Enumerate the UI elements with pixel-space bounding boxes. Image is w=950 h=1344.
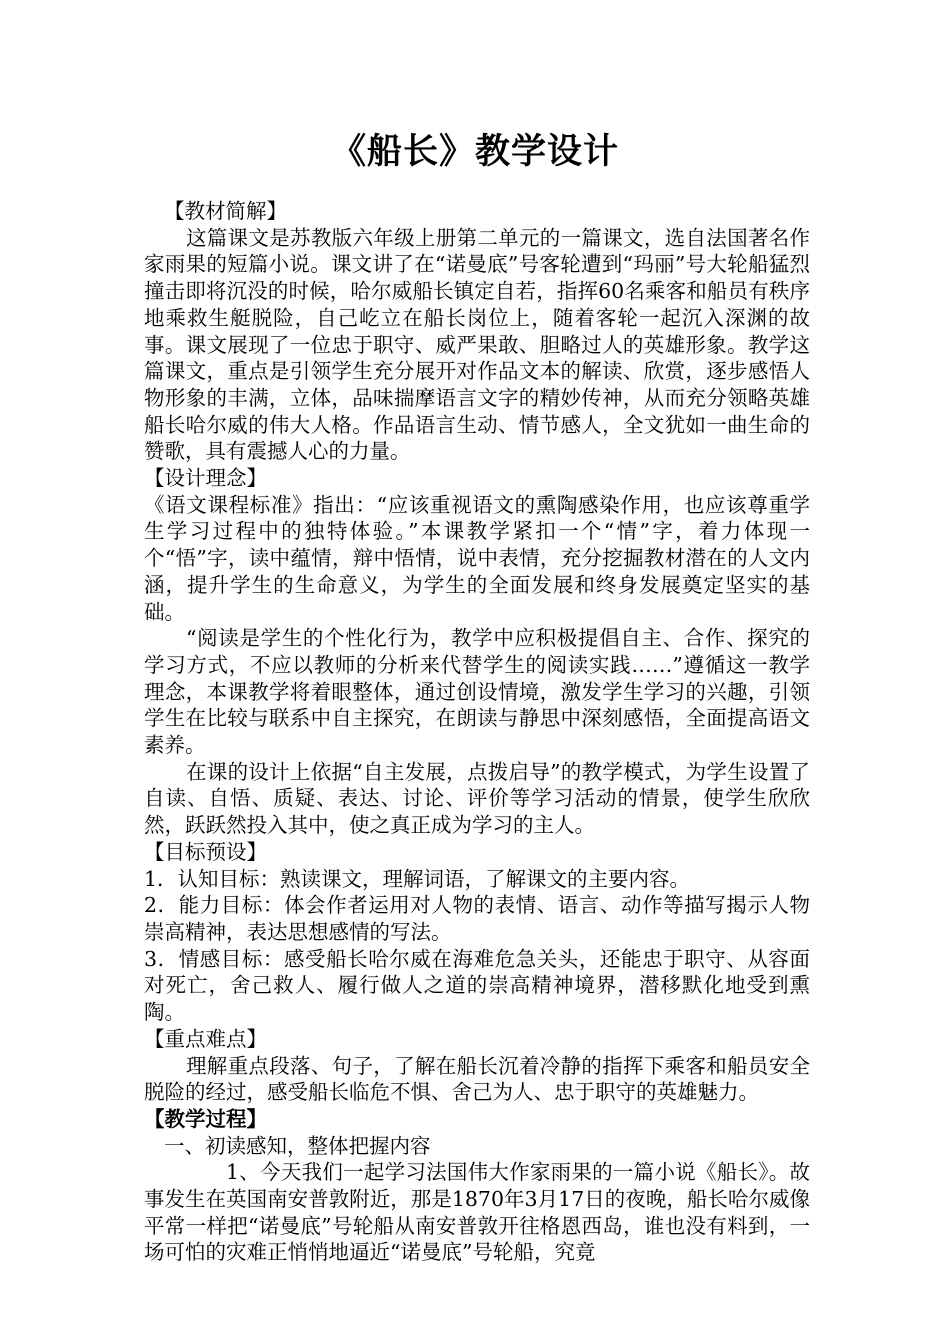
paragraph-key: 理解重点段落、句子，了解在船长沉着冷静的指挥下乘客和船员安全脱险的经过，感受船长临危不惧、舍己为人、忠于职守的英雄魅力。 [144, 1053, 810, 1105]
paragraph-concept-3: 在课的设计上依据“自主发展，点拨启导”的教学模式，为学生设置了自读、自悟、质疑、表达、讨论、评价等学习活动的情景，使学生欣欣然，跃跃然投入其中，使之真正成为学习的主人。 [144, 759, 810, 838]
paragraph-process-1: 1、今天我们一起学习法国伟大作家雨果的一篇小说《船长》。故事发生在英国南安普敦附近，那是1870年3月17日的夜晚，船长哈尔威像平常一样把“诺曼底”号轮船从南安普敦开往格恩西岛，谁也没有料到，一场可怕的灾难正悄悄地逼近“诺曼底”号轮船，究竟 [144, 1160, 810, 1265]
goal-item-1: 1．认知目标：熟读课文，理解词语，了解课文的主要内容。 [144, 866, 691, 891]
goal-item-2: 2．能力目标：体会作者运用对人物的表情、语言、动作等描写揭示人物崇高精神，表达思想感情的写法。 [144, 893, 810, 944]
section-heading-concept: 【设计理念】 [144, 466, 267, 491]
paragraph-concept-2: “阅读是学生的个性化行为，教学中应积极提倡自主、合作、探究的学习方式，不应以教师的分析来代替学生的阅读实践……”遵循这一教学理念，本课教学将着眼整体，通过创设情境，激发学生学习的兴趣，引领学生在比较与联系中自主探究，在朗读与静思中深刻感悟，全面提高语文素养。 [144, 626, 810, 758]
document-body [144, 198, 810, 1266]
process-step-heading: 一、初读感知，整体把握内容 [164, 1133, 431, 1158]
paragraph-material: 这篇课文是苏教版六年级上册第二单元的一篇课文，选自法国著名作家雨果的短篇小说。课文讲了在“诺曼底”号客轮遭到“玛丽”号大轮船猛烈撞击即将沉没的时候，哈尔威船长镇定自若，指挥60名乘客和船员有秩序地乘救生艇脱险，自己屹立在船长岗位上，随着客轮一起沉入深渊的故事。课文展现了一位忠于职守、威严果敢、胆略过人的英雄形象。教学这篇课文，重点是引领学生充分展开对作品文本的解读、欣赏，逐步感悟人物形象的丰满，立体，品味揣摩语言文字的精妙传神，从而充分领略英雄船长哈尔威的伟大人格。作品语言生动、情节感人，全文犹如一曲生命的赞歌，具有震撼人心的力量。 [144, 225, 810, 464]
goal-item-3: 3．情感目标：感受船长哈尔威在海难危急关头，还能忠于职守、从容面对死亡，舍己救人、履行做人之道的崇高精神境界，潜移默化地受到熏陶。 [144, 946, 810, 1025]
section-heading-key: 【重点难点】 [144, 1026, 267, 1051]
section-heading-material: 【教材简解】 [164, 199, 287, 223]
section-heading-goals: 【目标预设】 [144, 839, 267, 864]
section-heading-process: 【教学过程】 [144, 1106, 267, 1131]
paragraph-concept-1: 《语文课程标准》指出：“应该重视语文的熏陶感染作用，也应该尊重学生学习过程中的独特体验。”本课教学紧扣一个“情”字，着力体现一个“悟”字，读中蕴情，辩中悟情，说中表情，充分挖掘教材潜在的人文内涵，提升学生的生命意义，为学生的全面发展和终身发展奠定坚实的基础。 [144, 492, 810, 624]
document-title: 《船长》教学设计 [330, 132, 619, 172]
